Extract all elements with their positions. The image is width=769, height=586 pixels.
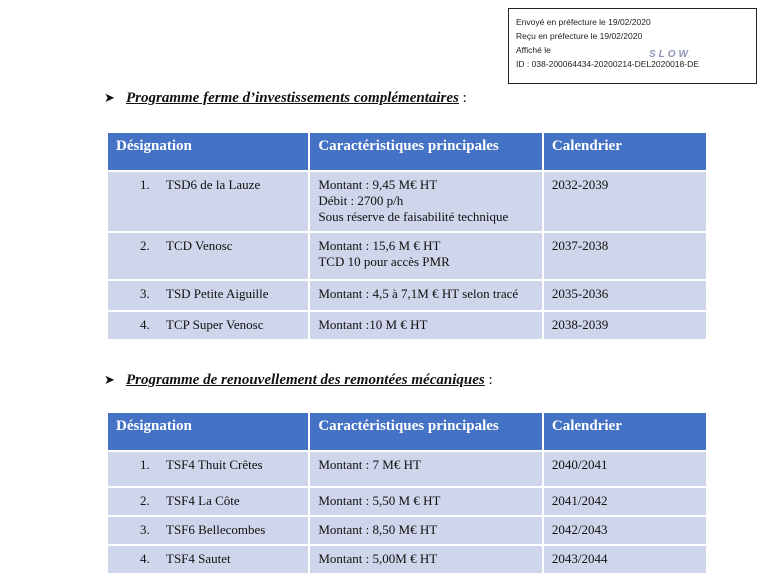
detail-line: Montant : 4,5 à 7,1M € HT selon tracé [318,286,519,301]
table-row [108,233,706,279]
calendar-cell: 2035-2036 [544,281,706,310]
detail-line: Sous réserve de faisabilité technique [318,209,509,224]
characteristics-cell [310,488,542,515]
renewal-table [106,411,708,575]
section1-heading [104,90,467,107]
characteristics-cell [310,281,542,310]
row-number: 1. [140,457,150,472]
designation-cell [108,281,308,310]
characteristics-cell [310,517,542,544]
section1-title: Programme ferme d’investissements complémentaires [126,90,459,106]
header-characteristics: Caractéristiques principales [310,413,542,450]
calendar-cell: 2043/2044 [544,546,706,573]
characteristics-cell [310,452,542,486]
row-name: TCP Super Venosc [166,317,264,332]
row-name: TSD6 de la Lauze [166,177,261,192]
row-name: TSF6 Bellecombes [166,522,266,537]
designation-cell [108,517,308,544]
investment-table [106,131,708,341]
section2-heading [104,372,493,389]
arrow-bullet-icon: ➤ [104,90,115,105]
stamp-signature: SLOW [649,49,691,60]
row-name: TSF4 La Côte [166,493,240,508]
table-row [108,172,706,231]
stamp-id: ID : 038-200064434-20200214-DEL2020018-DE [516,59,699,69]
detail-line: Montant : 8,50 M€ HT [318,522,438,537]
characteristics-cell [310,233,542,279]
row-number: 2. [140,238,150,253]
row-name: TSF4 Sautet [166,551,231,566]
characteristics-cell [310,546,542,573]
detail-line: Montant : 5,50 M € HT [318,493,441,508]
detail-line: Débit : 2700 p/h [318,193,404,208]
designation-cell [108,312,308,339]
row-number: 1. [140,177,150,192]
stamp-received-date: Reçu en préfecture le 19/02/2020 [516,31,643,41]
table-row [108,312,706,339]
row-name: TCD Venosc [166,238,233,253]
row-name: TSF4 Thuit Crêtes [166,457,263,472]
table-header-row [108,413,706,450]
header-calendar: Calendrier [544,133,706,170]
designation-cell [108,546,308,573]
detail-line: Montant : 9,45 M€ HT [318,177,438,192]
header-designation: Désignation [108,413,308,450]
table-row [108,281,706,310]
calendar-cell: 2042/2043 [544,517,706,544]
table-row [108,488,706,515]
row-number: 2. [140,493,150,508]
calendar-cell: 2038-2039 [544,312,706,339]
section1-title-suffix: : [458,90,467,106]
row-number: 3. [140,522,150,537]
designation-cell [108,233,308,279]
row-number: 4. [140,317,150,332]
prefecture-stamp [508,8,757,84]
characteristics-cell [310,312,542,339]
header-designation: Désignation [108,133,308,170]
table-row [108,546,706,573]
detail-line: Montant : 5,00M € HT [318,551,438,566]
row-name: TSD Petite Aiguille [166,286,269,301]
table-header-row [108,133,706,170]
stamp-posted: Affiché le [516,45,551,55]
detail-line: Montant : 15,6 M € HT [318,238,441,253]
calendar-cell: 2032-2039 [544,172,706,231]
calendar-cell: 2041/2042 [544,488,706,515]
row-number: 4. [140,551,150,566]
stamp-sent-date: Envoyé en préfecture le 19/02/2020 [516,17,651,27]
characteristics-cell [310,172,542,231]
designation-cell [108,452,308,486]
header-calendar: Calendrier [544,413,706,450]
designation-cell [108,488,308,515]
table-row [108,517,706,544]
section2-title: Programme de renouvellement des remontées mécaniques [126,372,485,388]
arrow-bullet-icon: ➤ [104,372,115,387]
row-number: 3. [140,286,150,301]
detail-line: Montant : 7 M€ HT [318,457,421,472]
designation-cell [108,172,308,231]
table-row [108,452,706,486]
section2-title-suffix: : [484,372,493,388]
header-characteristics: Caractéristiques principales [310,133,542,170]
detail-line: TCD 10 pour accès PMR [318,254,450,269]
calendar-cell: 2037-2038 [544,233,706,279]
detail-line: Montant :10 M € HT [318,317,428,332]
calendar-cell: 2040/2041 [544,452,706,486]
